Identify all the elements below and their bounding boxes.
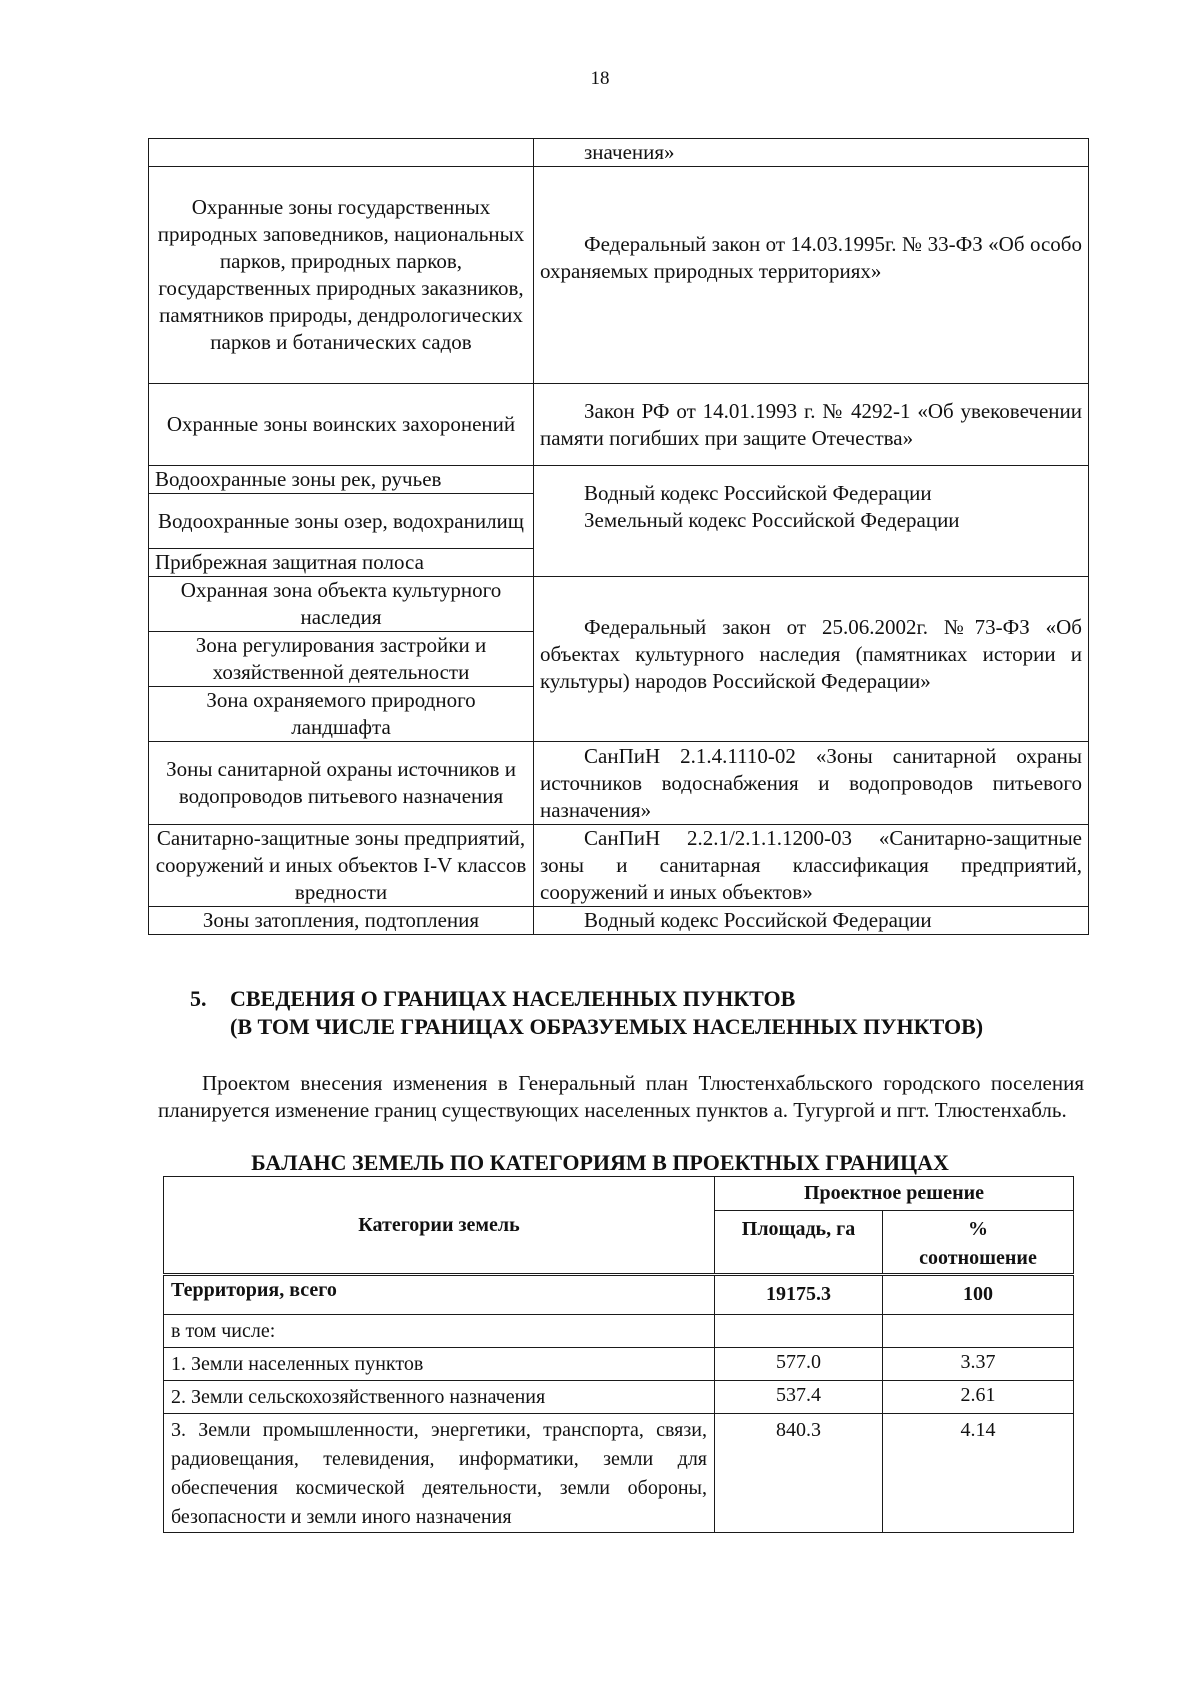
header-category: Категории земель — [164, 1177, 715, 1275]
category-label: 1. Земли населенных пунктов — [164, 1348, 715, 1381]
zone-cell: Охранные зоны воинских захоронений — [149, 384, 534, 466]
table-row — [164, 1414, 1074, 1533]
zone-cell — [149, 139, 534, 167]
law-cell: значения» — [534, 139, 1089, 167]
header-percent-label: соотношение — [919, 1247, 1037, 1269]
table-row — [164, 1348, 1074, 1381]
category-area: 840.3 — [715, 1414, 883, 1533]
table-row — [164, 1381, 1074, 1414]
table-row — [149, 384, 1089, 466]
including-label: в том числе: — [164, 1315, 715, 1348]
water-law-line-2: Земельный кодекс Российской Федерации — [584, 508, 960, 532]
total-percent: 100 — [883, 1275, 1074, 1315]
zone-cell: Санитарно-защитные зоны предприятий, сооружений и иных объектов I-V классов вредности — [149, 825, 534, 907]
zone-cell: Охранные зоны государственных природных заповедников, национальных парков, природных парков, государственных природных заказников, памятников природы, дендрологических парков и ботанических садов — [149, 167, 534, 384]
zone-cell: Зона регулирования застройки и хозяйственной деятельности — [149, 632, 534, 687]
category-percent: 4.14 — [883, 1414, 1074, 1533]
table-row-total — [164, 1275, 1074, 1315]
table-header-row — [164, 1177, 1074, 1211]
header-percent — [883, 1211, 1074, 1275]
table-row — [149, 907, 1089, 935]
category-percent: 3.37 — [883, 1348, 1074, 1381]
section-heading — [190, 985, 1090, 1041]
total-area: 19175.3 — [715, 1275, 883, 1315]
empty-cell — [883, 1315, 1074, 1348]
table-row — [149, 825, 1089, 907]
table-row — [149, 139, 1089, 167]
zone-cell: Прибрежная защитная полоса — [149, 549, 534, 577]
category-area: 577.0 — [715, 1348, 883, 1381]
total-label: Территория, всего — [164, 1275, 715, 1315]
section-title-line-1: СВЕДЕНИЯ О ГРАНИЦАХ НАСЕЛЕННЫХ ПУНКТОВ — [230, 986, 796, 1011]
table-row — [149, 577, 1089, 632]
section-number: 5. — [190, 986, 207, 1011]
table-row — [149, 167, 1089, 384]
law-cell: СанПиН 2.1.4.1110-02 «Зоны санитарной охраны источников водоснабжения и водопроводов питьевого назначения» — [534, 742, 1089, 825]
zones-legislation-table — [148, 138, 1089, 935]
header-project-decision: Проектное решение — [715, 1177, 1074, 1211]
zone-cell: Водоохранные зоны рек, ручьев — [149, 466, 534, 494]
section-paragraph: Проектом внесения изменения в Генеральный план Тлюстенхабльского городского поселения планируется изменение границ существующих населенных пунктов а. Тугургой и пгт. Тлюстенхабль. — [158, 1071, 1084, 1122]
header-percent-sign: % — [968, 1218, 988, 1240]
table-row — [164, 1315, 1074, 1348]
land-balance-table — [163, 1176, 1074, 1533]
table-row — [149, 742, 1089, 825]
balance-table-title: БАЛАНС ЗЕМЕЛЬ ПО КАТЕГОРИЯМ В ПРОЕКТНЫХ ГРАНИЦАХ — [251, 1150, 949, 1175]
category-area: 537.4 — [715, 1381, 883, 1414]
law-cell: Федеральный закон от 14.03.1995г. № 33-ФЗ «Об особо охраняемых природных территориях» — [534, 167, 1089, 384]
zone-cell: Зона охраняемого природного ландшафта — [149, 687, 534, 742]
zone-cell: Охранная зона объекта культурного наследия — [149, 577, 534, 632]
law-cell-heritage: Федеральный закон от 25.06.2002г. №73-ФЗ «Об объектах культурного наследия (памятниках истории и культуры) народов Российской Федерации» — [534, 577, 1089, 742]
zone-cell: Зоны затопления, подтопления — [149, 907, 534, 935]
section-title-line-2: (В ТОМ ЧИСЛЕ ГРАНИЦАХ ОБРАЗУЕМЫХ НАСЕЛЕННЫХ ПУНКТОВ) — [230, 1014, 984, 1039]
zone-cell: Зоны санитарной охраны источников и водопроводов питьевого назначения — [149, 742, 534, 825]
category-percent: 2.61 — [883, 1381, 1074, 1414]
water-law-line-1: Водный кодекс Российской Федерации — [584, 481, 932, 505]
page-number: 18 — [590, 68, 610, 89]
category-label: 2. Земли сельскохозяйственного назначения — [164, 1381, 715, 1414]
law-cell-water — [534, 466, 1089, 577]
empty-cell — [715, 1315, 883, 1348]
law-cell: Закон РФ от 14.01.1993 г. № 4292-1 «Об увековечении памяти погибших при защите Отечества» — [534, 384, 1089, 466]
law-cell: СанПиН 2.2.1/2.1.1.1200-03 «Санитарно-защитные зоны и санитарная классификация предприятий, сооружений и иных объектов» — [534, 825, 1089, 907]
law-cell: Водный кодекс Российской Федерации — [534, 907, 1089, 935]
zone-cell: Водоохранные зоны озер, водохранилищ — [149, 494, 534, 549]
table-row — [149, 466, 1089, 494]
header-area: Площадь, га — [715, 1211, 883, 1275]
category-label: 3. Земли промышленности, энергетики, транспорта, связи, радиовещания, телевидения, информатики, земли для обеспечения космической деятельности, земли обороны, безопасности и земли иного назначения — [164, 1414, 715, 1533]
